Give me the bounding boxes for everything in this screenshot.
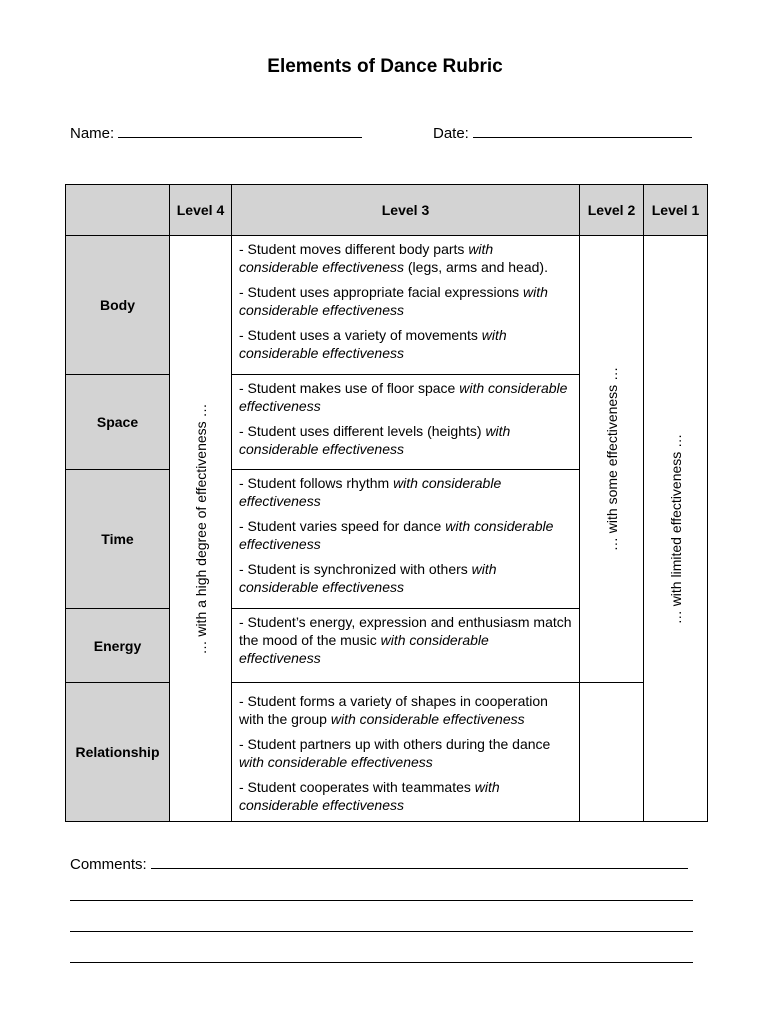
comments-line-3[interactable]: [70, 931, 693, 932]
level-1-column: [644, 236, 708, 822]
desc-item: - Student is synchronized with others with considerable effectiveness: [239, 561, 497, 595]
desc-item: - Student forms a variety of shapes in cooperation with the group with considerable effectiveness: [239, 693, 548, 727]
rubric-table: [65, 184, 708, 822]
comments-line-4[interactable]: [70, 962, 693, 963]
category-space: Space: [66, 375, 170, 470]
desc-time: [232, 470, 580, 609]
desc-item: - Student makes use of floor space with considerable effectiveness: [239, 380, 568, 414]
level-2-description: … with some effectiveness …: [603, 366, 620, 552]
level-4-column: [170, 236, 232, 822]
desc-item: - Student cooperates with teammates with considerable effectiveness: [239, 779, 500, 813]
date-label: Date:: [433, 125, 469, 142]
name-field[interactable]: [70, 123, 362, 142]
desc-item: - Student uses appropriate facial expressions with considerable effectiveness: [239, 284, 548, 318]
date-field[interactable]: [433, 123, 692, 142]
level-4-description: … with a high degree of effectiveness …: [192, 402, 209, 655]
header-level-1: Level 1: [644, 185, 708, 236]
comments-line-2[interactable]: [70, 900, 693, 901]
category-relationship: Relationship: [66, 683, 170, 822]
date-line[interactable]: [473, 123, 692, 138]
level-2-column: [580, 236, 644, 683]
header-level-3: Level 3: [232, 185, 580, 236]
page-title: Elements of Dance Rubric: [267, 56, 503, 77]
desc-relationship: [232, 683, 580, 822]
category-energy: Energy: [66, 609, 170, 683]
name-label: Name:: [70, 125, 115, 142]
header-row: [66, 185, 708, 236]
header-level-4: Level 4: [170, 185, 232, 236]
comments-field[interactable]: [70, 854, 688, 873]
desc-space: [232, 375, 580, 470]
row-relationship: [66, 683, 708, 822]
category-body: Body: [66, 236, 170, 375]
desc-item: - Student varies speed for dance with considerable effectiveness: [239, 518, 554, 552]
desc-item: - Student follows rhythm with considerable effectiveness: [239, 475, 502, 509]
desc-item: - Student uses different levels (heights) with considerable effectiveness: [239, 423, 511, 457]
name-line[interactable]: [118, 123, 362, 138]
desc-item: - Student partners up with others during the dance with considerable effectiveness: [239, 736, 551, 770]
row-body: [66, 236, 708, 375]
level-1-description: … with limited effectiveness …: [667, 433, 684, 624]
desc-item: - Student’s energy, expression and enthusiasm match the mood of the music with considerable effectiveness: [239, 614, 572, 666]
header-blank: [66, 185, 170, 236]
desc-body: [232, 236, 580, 375]
level-2-empty-cell: [580, 683, 644, 822]
header-level-2: Level 2: [580, 185, 644, 236]
desc-item: - Student moves different body parts with considerable effectiveness (legs, arms and head).: [239, 241, 548, 275]
desc-item: - Student uses a variety of movements with considerable effectiveness: [239, 327, 507, 361]
desc-energy: [232, 609, 580, 683]
category-time: Time: [66, 470, 170, 609]
comments-label: Comments:: [70, 856, 147, 873]
comments-line[interactable]: [151, 854, 688, 869]
